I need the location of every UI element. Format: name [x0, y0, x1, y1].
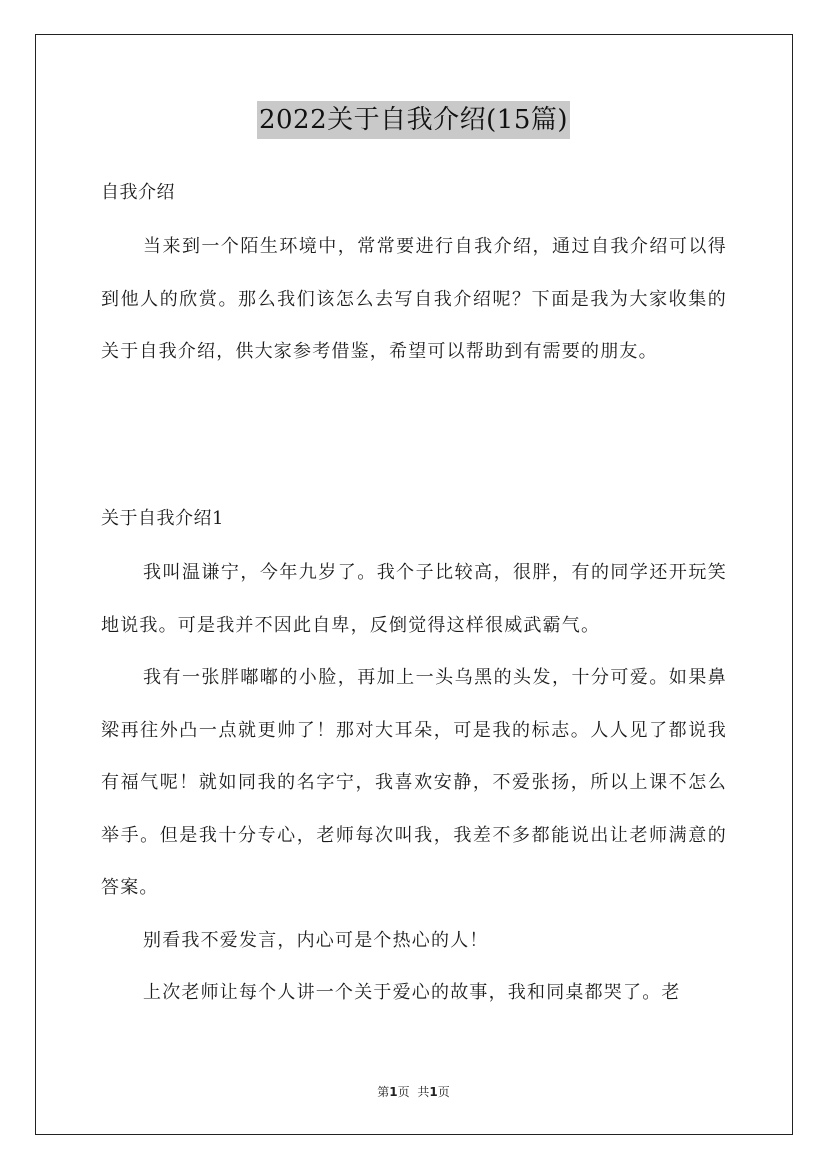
page-footer	[0, 1084, 827, 1100]
section1-paragraph-4: 上次老师让每个人讲一个关于爱心的故事，我和同桌都哭了。老	[143, 982, 681, 1003]
intro-heading: 自我介绍	[101, 182, 175, 203]
footer-page-prefix: 第	[377, 1085, 390, 1099]
document-title: 2022关于自我介绍(15篇)	[257, 101, 570, 139]
footer-page-total: 1	[429, 1085, 438, 1099]
section1-paragraph-2: 我有一张胖嘟嘟的小脸，再加上一头乌黑的头发，十分可爱。如果鼻梁再往外凸一点就更帅了！那对大耳朵，可是我的标志。人人见了都说我有福气呢！就如同我的名字宁，我喜欢安静，不爱张扬，所以上课不怎么举手。但是我十分专心，老师每次叫我，我差不多都能说出让老师满意的答案。	[101, 667, 727, 898]
title-container	[0, 101, 827, 139]
intro-paragraph: 当来到一个陌生环境中，常常要进行自我介绍，通过自我介绍可以得到他人的欣赏。那么我们该怎么去写自我介绍呢？下面是我为大家收集的关于自我介绍，供大家参考借鉴，希望可以帮助到有需要的朋友。	[101, 236, 727, 362]
footer-page-current: 1	[389, 1085, 398, 1099]
section1-paragraph-1: 我叫温谦宁，今年九岁了。我个子比较高，很胖，有的同学还开玩笑地说我。可是我并不因此自卑，反倒觉得这样很威武霸气。	[101, 562, 727, 636]
footer-total-suffix: 页	[437, 1085, 450, 1099]
section1-heading: 关于自我介绍1	[101, 508, 224, 529]
footer-page-suffix: 页	[397, 1085, 410, 1099]
footer-total-prefix: 共	[417, 1085, 430, 1099]
section1-paragraph-3: 别看我不爱发言，内心可是个热心的人！	[143, 930, 489, 951]
